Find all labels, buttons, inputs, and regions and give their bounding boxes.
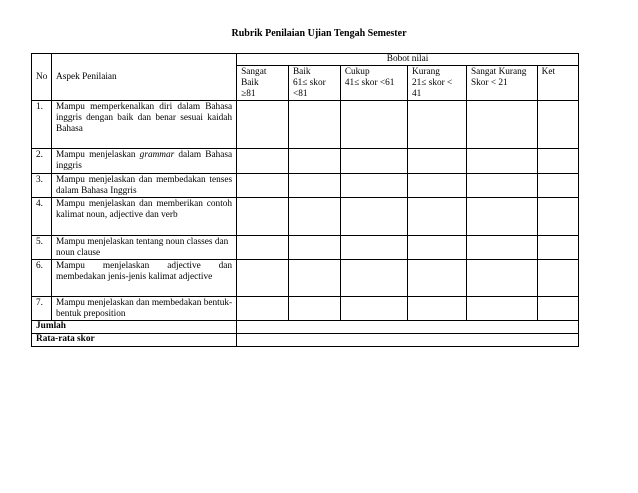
row-number: 3. [32,174,52,198]
row-aspect: Mampu menjelaskan tentang noun classes dan noun clause [52,236,237,260]
score-cell [408,198,467,236]
score-cell [466,174,537,198]
total-row [32,321,579,334]
header-band-sangat-kurang [466,66,537,101]
ket-cell [537,198,578,236]
ket-cell [537,149,578,174]
band-range: 41 [412,89,422,99]
row-aspect: Mampu menjelaskan dan memberikan contoh kalimat noun, adjective dan verb [52,198,237,236]
row-aspect-text: Mampu menjelaskan [56,150,140,160]
score-cell [237,101,289,149]
score-cell [237,198,289,236]
score-cell [237,260,289,297]
score-cell [466,149,537,174]
average-value-cell [237,334,579,347]
band-label: Baik [292,67,311,77]
ket-cell [537,101,578,149]
row-number: 2. [32,149,52,174]
total-value-cell [237,321,579,334]
table-row [32,101,579,149]
score-cell [288,149,340,174]
row-number: 6. [32,260,52,297]
score-cell [408,260,467,297]
table-row [32,149,579,174]
row-aspect: Mampu menjelaskan adjective dan membedakan jenis-jenis kalimat adjective [52,260,237,297]
band-label: Kurang [412,67,440,77]
header-bobot-nilai: Bobot nilai [237,54,579,66]
score-cell [340,198,407,236]
ket-cell [537,260,578,297]
score-cell [237,174,289,198]
average-label: Rata-rata skor [32,334,237,347]
score-cell [466,236,537,260]
band-label: Baik [241,78,259,88]
row-number: 7. [32,297,52,321]
score-cell [340,101,407,149]
score-cell [288,174,340,198]
score-cell [340,149,407,174]
band-range: <81 [292,89,308,99]
header-band-sangat-baik [237,66,289,101]
average-row [32,334,579,347]
score-cell [288,297,340,321]
score-cell [288,101,340,149]
ket-cell [537,236,578,260]
score-cell [340,297,407,321]
score-cell [466,198,537,236]
row-number: 4. [32,198,52,236]
header-no: No [32,54,52,101]
score-cell [340,174,407,198]
band-label: Sangat Kurang [470,67,527,77]
score-cell [408,236,467,260]
table-row [32,198,579,236]
table-row [32,236,579,260]
score-cell [288,198,340,236]
score-cell [237,297,289,321]
score-cell [340,236,407,260]
score-cell [408,149,467,174]
score-cell [288,260,340,297]
row-number: 1. [32,101,52,149]
table-row [32,260,579,297]
total-label: Jumlah [32,321,237,334]
row-aspect-emphasis: grammar [139,150,175,160]
score-cell [466,297,537,321]
row-aspect [52,149,237,174]
header-aspect: Aspek Penilaian [52,54,237,101]
score-cell [466,101,537,149]
score-cell [340,260,407,297]
score-cell [466,260,537,297]
header-band-kurang [408,66,467,101]
ket-cell [537,297,578,321]
row-aspect: Mampu menjelaskan dan membedakan bentuk-bentuk preposition [52,297,237,321]
score-cell [408,297,467,321]
row-aspect: Mampu menjelaskan dan membedakan tenses dalam Bahasa Inggris [52,174,237,198]
band-range: Skor < 21 [470,78,508,88]
band-range: 21≤ skor < [412,78,453,88]
score-cell [237,236,289,260]
row-number: 5. [32,236,52,260]
score-cell [408,101,467,149]
table-row [32,297,579,321]
header-band-cukup [340,66,407,101]
band-range: ≥81 [241,89,256,99]
score-cell [288,236,340,260]
header-band-baik [288,66,340,101]
row-aspect-text: dalam Bahasa inggris [56,150,233,171]
score-cell [408,174,467,198]
row-aspect: Mampu memperkenalkan diri dalam Bahasa inggris dengan baik dan benar sesuai kaidah Bahasa [52,101,237,149]
band-range: 41≤ skor <61 [344,78,395,88]
document-title: Rubrik Penilaian Ujian Tengah Semester [231,28,407,39]
band-label: Sangat [241,67,267,77]
band-label: Cukup [344,67,370,77]
table-row [32,174,579,198]
score-cell [237,149,289,174]
ket-cell [537,174,578,198]
header-ket: Ket [537,66,578,101]
rubric-table [31,53,579,347]
band-range: 61≤ skor [292,78,326,88]
